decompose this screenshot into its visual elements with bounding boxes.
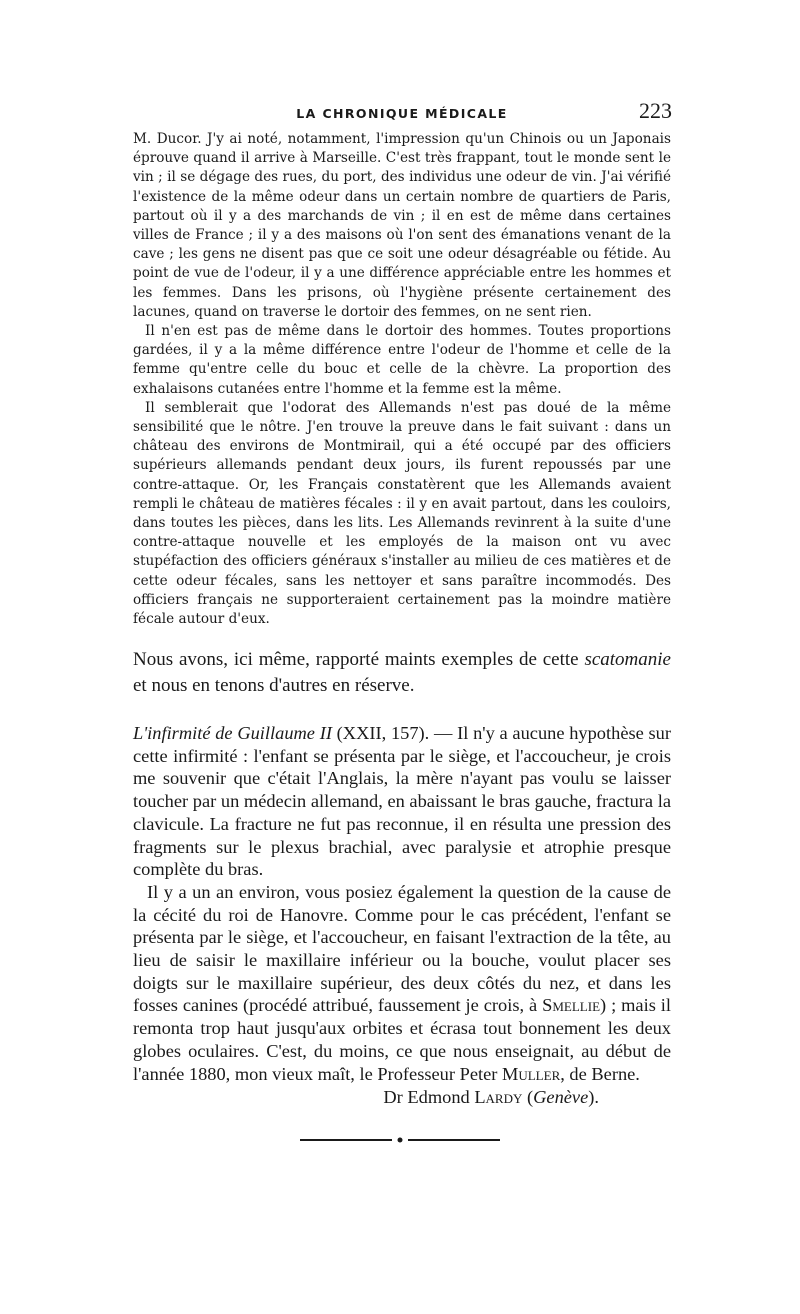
editor-note-italic-word: scatomanie: [584, 649, 671, 670]
article-block: [133, 722, 671, 1109]
editor-note-text-end: et nous en tenons d'autres en réserve.: [133, 675, 415, 696]
article-reference: (XXII, 157). —: [331, 723, 458, 743]
article-text: Il n'y a aucune hypothèse sur cette infirmité : l'enfant se présenta par le siège, et l'accoucheur, je crois me souvenir que c'était l'Anglais, la mère n'ayant pas voulu se laisser toucher par un médecin allemand, en abaissant le bras gauche, fractura la clavicule. La fracture ne fut pas reconnue, il en résulta une pression des fragments sur le plexus brachial, avec paralysie et atrophie presque complète du bras.: [133, 723, 672, 880]
discussion-block: [133, 130, 671, 629]
paragraph: M. Ducor. J'y ai noté, notamment, l'impression qu'un Chinois ou un Japonais éprouve quand il arrive à Marseille. C'est très frappant, tout le monde sent le vin ; il se dégage des rues, du port, des individus une odeur de vin. J'ai vérifié l'existence de la même odeur dans un certain nombre de quartiers de Paris, partout où il y a des marchands de vin ; il en est de même dans certaines villes de France ; il y a des maisons où l'on sent des émanations venant de la cave ; les gens ne disent pas que ce soit une odeur désagréable ou fétide. Au point de vue de l'odeur, il y a une différence appréciable entre les hommes et les femmes. Dans les prisons, où l'hygiène présente certainement des lacunes, quand on traverse le dortoir des femmes, on ne sent rien.: [133, 131, 671, 320]
signature: Dr Edmond Lardy (Genève).: [383, 1087, 599, 1108]
article-paragraph: [133, 722, 671, 881]
signature-first-name: Edmond: [402, 1087, 475, 1108]
page-number: 223: [639, 98, 672, 123]
editor-note-paragraph: [133, 647, 671, 699]
editor-note-text: Nous avons, ici même, rapporté maints exemples de cette: [133, 649, 585, 670]
signature-city: Genève: [533, 1087, 589, 1108]
article-title: L'infirmité de Guillaume II: [133, 723, 332, 743]
paragraph: Il n'en est pas de même dans le dortoir des hommes. Toutes proportions gardées, il y a la même différence entre l'odeur de l'homme et celle de la femme qu'entre celle du bouc et celle de la chèvre. La proportion des exhalaisons cutanées entre l'homme et la femme est la même.: [133, 323, 671, 397]
signature-last-name: Lardy: [474, 1087, 523, 1108]
end-ornament: [300, 1135, 500, 1145]
article-text: Il y a un an environ, vous posiez également la question de la cause de la cécité du roi de Hanovre. Comme pour le cas précédent, l'enfant se présenta par le siège, et l'accoucheur, en faisant l'extraction de la tête, au lieu de saisir le maxillaire inférieur ou la bouche, voulut placer ses doigts sur le maxillaire supérieur, des deux côtés du nez, et dans les fosses canines (procédé attribué, faussement je crois, à: [133, 881, 671, 1016]
article-paragraph: [133, 881, 671, 1085]
ornament-dot: [398, 1138, 403, 1143]
person-name: Smellie: [542, 995, 601, 1016]
page-header: [132, 98, 672, 128]
article-text: ) ; mais il remonta trop haut jusqu'aux orbites et écrasa tout bonnement les deux globes oculaires. C'est, du moins, ce que nous enseignait, au début de l'année 1880, mon vieux maît, le Professeur Peter: [133, 995, 672, 1084]
person-name: Muller: [502, 1063, 561, 1084]
article-text: , de Berne.: [560, 1063, 640, 1084]
running-title: LA CHRONIQUE MÉDICALE: [296, 106, 508, 121]
editor-note: [133, 647, 671, 699]
paragraph: Il semblerait que l'odorat des Allemands n'est pas doué de la même sensibilité que le nôtre. J'en trouve la preuve dans le fait suivant : dans un château des environs de Montmirail, qui a été occupé par des officiers supérieurs allemands pendant deux jours, ils furent repoussés par une contre-attaque. Or, les Français constatèrent que les Allemands avaient rempli le château de matières fécales : il y en avait partout, dans les couloirs, dans toutes les pièces, dans les lits. Les Allemands revinrent à la suite d'une contre-attaque nouvelle et les employés de la maison ont vu avec stupéfaction des officiers généraux s'installer au milieu de ces matières et de cette odeur fécales, sans les nettoyer et sans paraître incommodés. Des officiers français ne supporteraient certainement pas la moindre matière fécale autour d'eux.: [133, 399, 671, 628]
signature-prefix: Dr: [383, 1087, 403, 1108]
